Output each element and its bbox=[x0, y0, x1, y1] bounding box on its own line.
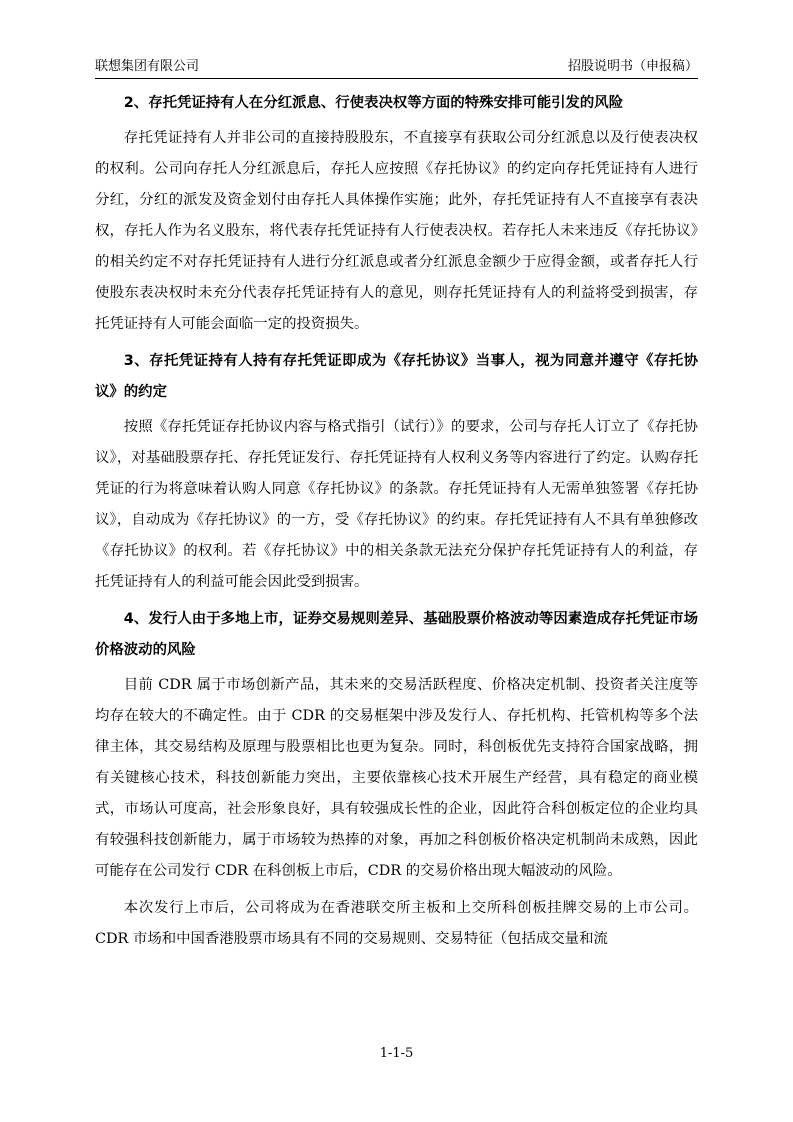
paragraph: 存托凭证持有人并非公司的直接持股股东，不直接享有获取公司分红派息以及行使表决权的权利。公司向存托人分红派息后，存托人应按照《存托协议》的约定向存托凭证持有人进行分红，分红的派发及资金划付由存托人具体操作实施；此外，存托凭证持有人不直接享有表决权，存托人作为名义股东，将代表存托凭证持有人行使表决权。若存托人未来违反《存托协议》的相关约定不对存托凭证持有人进行分红派息或者分红派息金额少于应得金额，或者存托人行使股东表决权时未充分代表存托凭证持有人的意见，则存托凭证持有人的利益将受到损害，存托凭证持有人可能会面临一定的投资损失。 bbox=[95, 130, 698, 332]
company-name: 联想集团有限公司 bbox=[95, 59, 200, 74]
paragraph: 目前 CDR 属于市场创新产品，其未来的交易活跃程度、价格决定机制、投资者关注度等均存在较大的不确定性。由于 CDR 的交易框架中涉及发行人、存托机构、托管机构等多个法律主体，其交易结构及原理与股票相比也更为复杂。同时，科创板优先支持符合国家战略，拥有关键核心技术，科技创新能力突出，主要依靠核心技术开展生产经营，具有稳定的商业模式，市场认可度高，社会形象良好，具有较强成长性的企业，因此符合科创板定位的企业均具有较强科技创新能力，属于市场较为热捧的对象，再加之科创板价格决定机制尚未成熟，因此可能存在公司发行 CDR 在科创板上市后，CDR 的交易价格出现大幅波动的风险。 bbox=[95, 677, 698, 879]
page-header bbox=[95, 56, 698, 79]
document-title: 招股说明书（申报稿） bbox=[567, 59, 698, 74]
section-heading: 2、存托凭证持有人在分红派息、行使表决权等方面的特殊安排可能引发的风险 bbox=[123, 95, 624, 111]
section-heading: 4、发行人由于多地上市，证券交易规则差异、基础股票价格波动等因素造成存托凭证市场价格波动的风险 bbox=[95, 611, 698, 658]
page-number: 1-1-5 bbox=[379, 1046, 414, 1061]
section-heading: 3、存托凭证持有人持有存托凭证即成为《存托协议》当事人，视为同意并遵守《存托协议》的约定 bbox=[95, 353, 698, 400]
page-content bbox=[95, 88, 698, 961]
paragraph: 按照《存托凭证存托协议内容与格式指引（试行）》的要求，公司与存托人订立了《存托协议》，对基础股票存托、存托凭证发行、存托凭证持有人权利义务等内容进行了约定。认购存托凭证的行为将意味着认购人同意《存托协议》的条款。存托凭证持有人无需单独签署《存托协议》，自动成为《存托协议》的一方，受《存托协议》的约束。存托凭证持有人不具有单独修改《存托协议》的权利。若《存托协议》中的相关条款无法充分保护存托凭证持有人的利益，存托凭证持有人的利益可能会因此受到损害。 bbox=[95, 419, 698, 590]
paragraph: 本次发行上市后，公司将成为在香港联交所主板和上交所科创板挂牌交易的上市公司。CDR 市场和中国香港股票市场具有不同的交易规则、交易特征（包括成交量和流 bbox=[95, 900, 698, 947]
